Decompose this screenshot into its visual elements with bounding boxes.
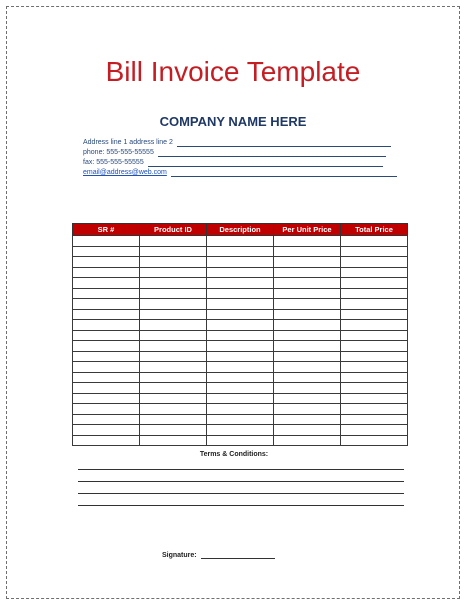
table-cell[interactable]: [140, 435, 207, 446]
table-cell[interactable]: [274, 362, 341, 373]
email-underline: [171, 169, 397, 177]
table-row: [73, 414, 408, 425]
table-cell[interactable]: [140, 414, 207, 425]
table-body: [73, 236, 408, 446]
table-cell[interactable]: [207, 320, 274, 331]
table-cell[interactable]: [73, 236, 140, 247]
table-cell[interactable]: [341, 351, 408, 362]
table-cell[interactable]: [140, 362, 207, 373]
table-cell[interactable]: [341, 414, 408, 425]
signature-line: [162, 551, 275, 559]
column-header-per-unit-price: Per Unit Price: [274, 224, 341, 236]
table-cell[interactable]: [341, 246, 408, 257]
table-cell[interactable]: [274, 372, 341, 383]
table-cell[interactable]: [73, 414, 140, 425]
table-row: [73, 299, 408, 310]
table-cell[interactable]: [274, 246, 341, 257]
table-cell[interactable]: [274, 299, 341, 310]
fax-text: fax: 555-555-55555: [83, 159, 144, 166]
table-row: [73, 435, 408, 446]
table-cell[interactable]: [73, 299, 140, 310]
table-row: [73, 425, 408, 436]
table-cell[interactable]: [73, 267, 140, 278]
table-cell[interactable]: [341, 309, 408, 320]
table-cell[interactable]: [341, 404, 408, 415]
table-row: [73, 236, 408, 247]
fax-line: [83, 158, 399, 167]
table-cell[interactable]: [207, 372, 274, 383]
table-cell[interactable]: [207, 362, 274, 373]
signature-label: Signature:: [162, 552, 197, 559]
table-cell[interactable]: [73, 372, 140, 383]
table-cell[interactable]: [341, 299, 408, 310]
table-cell[interactable]: [73, 288, 140, 299]
table-cell[interactable]: [73, 341, 140, 352]
invoice-title: Bill Invoice Template: [105, 56, 361, 87]
table-cell[interactable]: [140, 351, 207, 362]
table-cell[interactable]: [274, 309, 341, 320]
table-cell[interactable]: [73, 404, 140, 415]
table-cell[interactable]: [341, 383, 408, 394]
signature-field[interactable]: [201, 551, 275, 559]
table-cell[interactable]: [207, 330, 274, 341]
address-line: [83, 138, 399, 147]
table-cell[interactable]: [73, 278, 140, 289]
table-cell[interactable]: [207, 267, 274, 278]
table-cell[interactable]: [274, 330, 341, 341]
table-row: [73, 288, 408, 299]
table-cell[interactable]: [207, 414, 274, 425]
address-text: Address line 1 address line 2: [83, 139, 173, 146]
table-cell[interactable]: [341, 393, 408, 404]
terms-line-2[interactable]: [78, 481, 404, 482]
phone-underline: [158, 149, 386, 157]
table-cell[interactable]: [140, 309, 207, 320]
terms-line-1[interactable]: [78, 469, 404, 470]
table-cell[interactable]: [207, 309, 274, 320]
table-row: [73, 320, 408, 331]
table-cell[interactable]: [274, 435, 341, 446]
terms-line-4[interactable]: [78, 505, 404, 506]
table-cell[interactable]: [274, 425, 341, 436]
table-cell[interactable]: [207, 257, 274, 268]
table-cell[interactable]: [140, 299, 207, 310]
table-cell[interactable]: [140, 404, 207, 415]
table-row: [73, 341, 408, 352]
terms-label: Terms & Conditions:: [199, 451, 269, 458]
address-underline: [177, 139, 391, 147]
table-cell[interactable]: [140, 320, 207, 331]
fax-underline: [148, 159, 383, 167]
table-cell[interactable]: [341, 372, 408, 383]
table-cell[interactable]: [73, 435, 140, 446]
invoice-items-table: [72, 223, 408, 446]
table-cell[interactable]: [207, 383, 274, 394]
table-cell[interactable]: [140, 278, 207, 289]
phone-text: phone: 555-555-55555: [83, 149, 154, 156]
table-cell[interactable]: [341, 267, 408, 278]
table-cell[interactable]: [274, 404, 341, 415]
table-header-row: [73, 224, 408, 236]
table-row: [73, 372, 408, 383]
table-cell[interactable]: [73, 393, 140, 404]
table-cell[interactable]: [140, 267, 207, 278]
table-cell[interactable]: [207, 351, 274, 362]
column-header-total-price: Total Price: [341, 224, 408, 236]
table-cell[interactable]: [274, 288, 341, 299]
table-cell[interactable]: [207, 393, 274, 404]
table-cell[interactable]: [274, 267, 341, 278]
table-cell[interactable]: [341, 288, 408, 299]
table-cell[interactable]: [140, 383, 207, 394]
table-cell[interactable]: [207, 278, 274, 289]
table-cell[interactable]: [274, 393, 341, 404]
table-row: [73, 393, 408, 404]
table-cell[interactable]: [274, 383, 341, 394]
table-cell[interactable]: [140, 341, 207, 352]
table-cell[interactable]: [140, 425, 207, 436]
table-cell[interactable]: [274, 278, 341, 289]
table-row: [73, 246, 408, 257]
table-cell[interactable]: [207, 404, 274, 415]
table-cell[interactable]: [207, 288, 274, 299]
table-cell[interactable]: [73, 257, 140, 268]
table-cell[interactable]: [341, 330, 408, 341]
table-cell[interactable]: [73, 330, 140, 341]
table-cell[interactable]: [341, 236, 408, 247]
table-cell[interactable]: [207, 236, 274, 247]
column-header-product-id: Product ID: [140, 224, 207, 236]
email-link[interactable]: email@address@web.com: [83, 169, 167, 176]
table-cell[interactable]: [140, 236, 207, 247]
table-cell[interactable]: [274, 414, 341, 425]
table-cell[interactable]: [274, 236, 341, 247]
table-cell[interactable]: [341, 257, 408, 268]
table-cell[interactable]: [140, 246, 207, 257]
table-cell[interactable]: [73, 309, 140, 320]
terms-line-3[interactable]: [78, 493, 404, 494]
table-cell[interactable]: [341, 362, 408, 373]
table-row: [73, 278, 408, 289]
column-header-description: Description: [207, 224, 274, 236]
table-cell[interactable]: [274, 320, 341, 331]
table-cell[interactable]: [73, 362, 140, 373]
table-row: [73, 257, 408, 268]
table-cell[interactable]: [341, 425, 408, 436]
table-row: [73, 330, 408, 341]
table-cell[interactable]: [207, 299, 274, 310]
table-cell[interactable]: [207, 435, 274, 446]
table-row: [73, 383, 408, 394]
table-cell[interactable]: [207, 425, 274, 436]
table-cell[interactable]: [140, 393, 207, 404]
table-row: [73, 267, 408, 278]
table-cell[interactable]: [207, 341, 274, 352]
table-row: [73, 404, 408, 415]
table-cell[interactable]: [73, 425, 140, 436]
table-cell[interactable]: [73, 246, 140, 257]
table-cell[interactable]: [341, 320, 408, 331]
table-cell[interactable]: [274, 257, 341, 268]
table-row: [73, 309, 408, 320]
email-line: [83, 168, 399, 177]
table-cell[interactable]: [274, 341, 341, 352]
table-cell[interactable]: [341, 341, 408, 352]
table-cell[interactable]: [207, 246, 274, 257]
company-name: COMPANY NAME HERE: [159, 114, 307, 129]
table-cell[interactable]: [73, 320, 140, 331]
table-cell[interactable]: [341, 278, 408, 289]
table-cell[interactable]: [140, 330, 207, 341]
table-cell[interactable]: [140, 257, 207, 268]
table-cell[interactable]: [73, 351, 140, 362]
table-row: [73, 351, 408, 362]
table-cell[interactable]: [140, 288, 207, 299]
phone-line: [83, 148, 399, 157]
table-row: [73, 362, 408, 373]
table-cell[interactable]: [274, 351, 341, 362]
table-cell[interactable]: [73, 383, 140, 394]
table-cell[interactable]: [140, 372, 207, 383]
table-cell[interactable]: [341, 435, 408, 446]
column-header-sr: SR #: [73, 224, 140, 236]
